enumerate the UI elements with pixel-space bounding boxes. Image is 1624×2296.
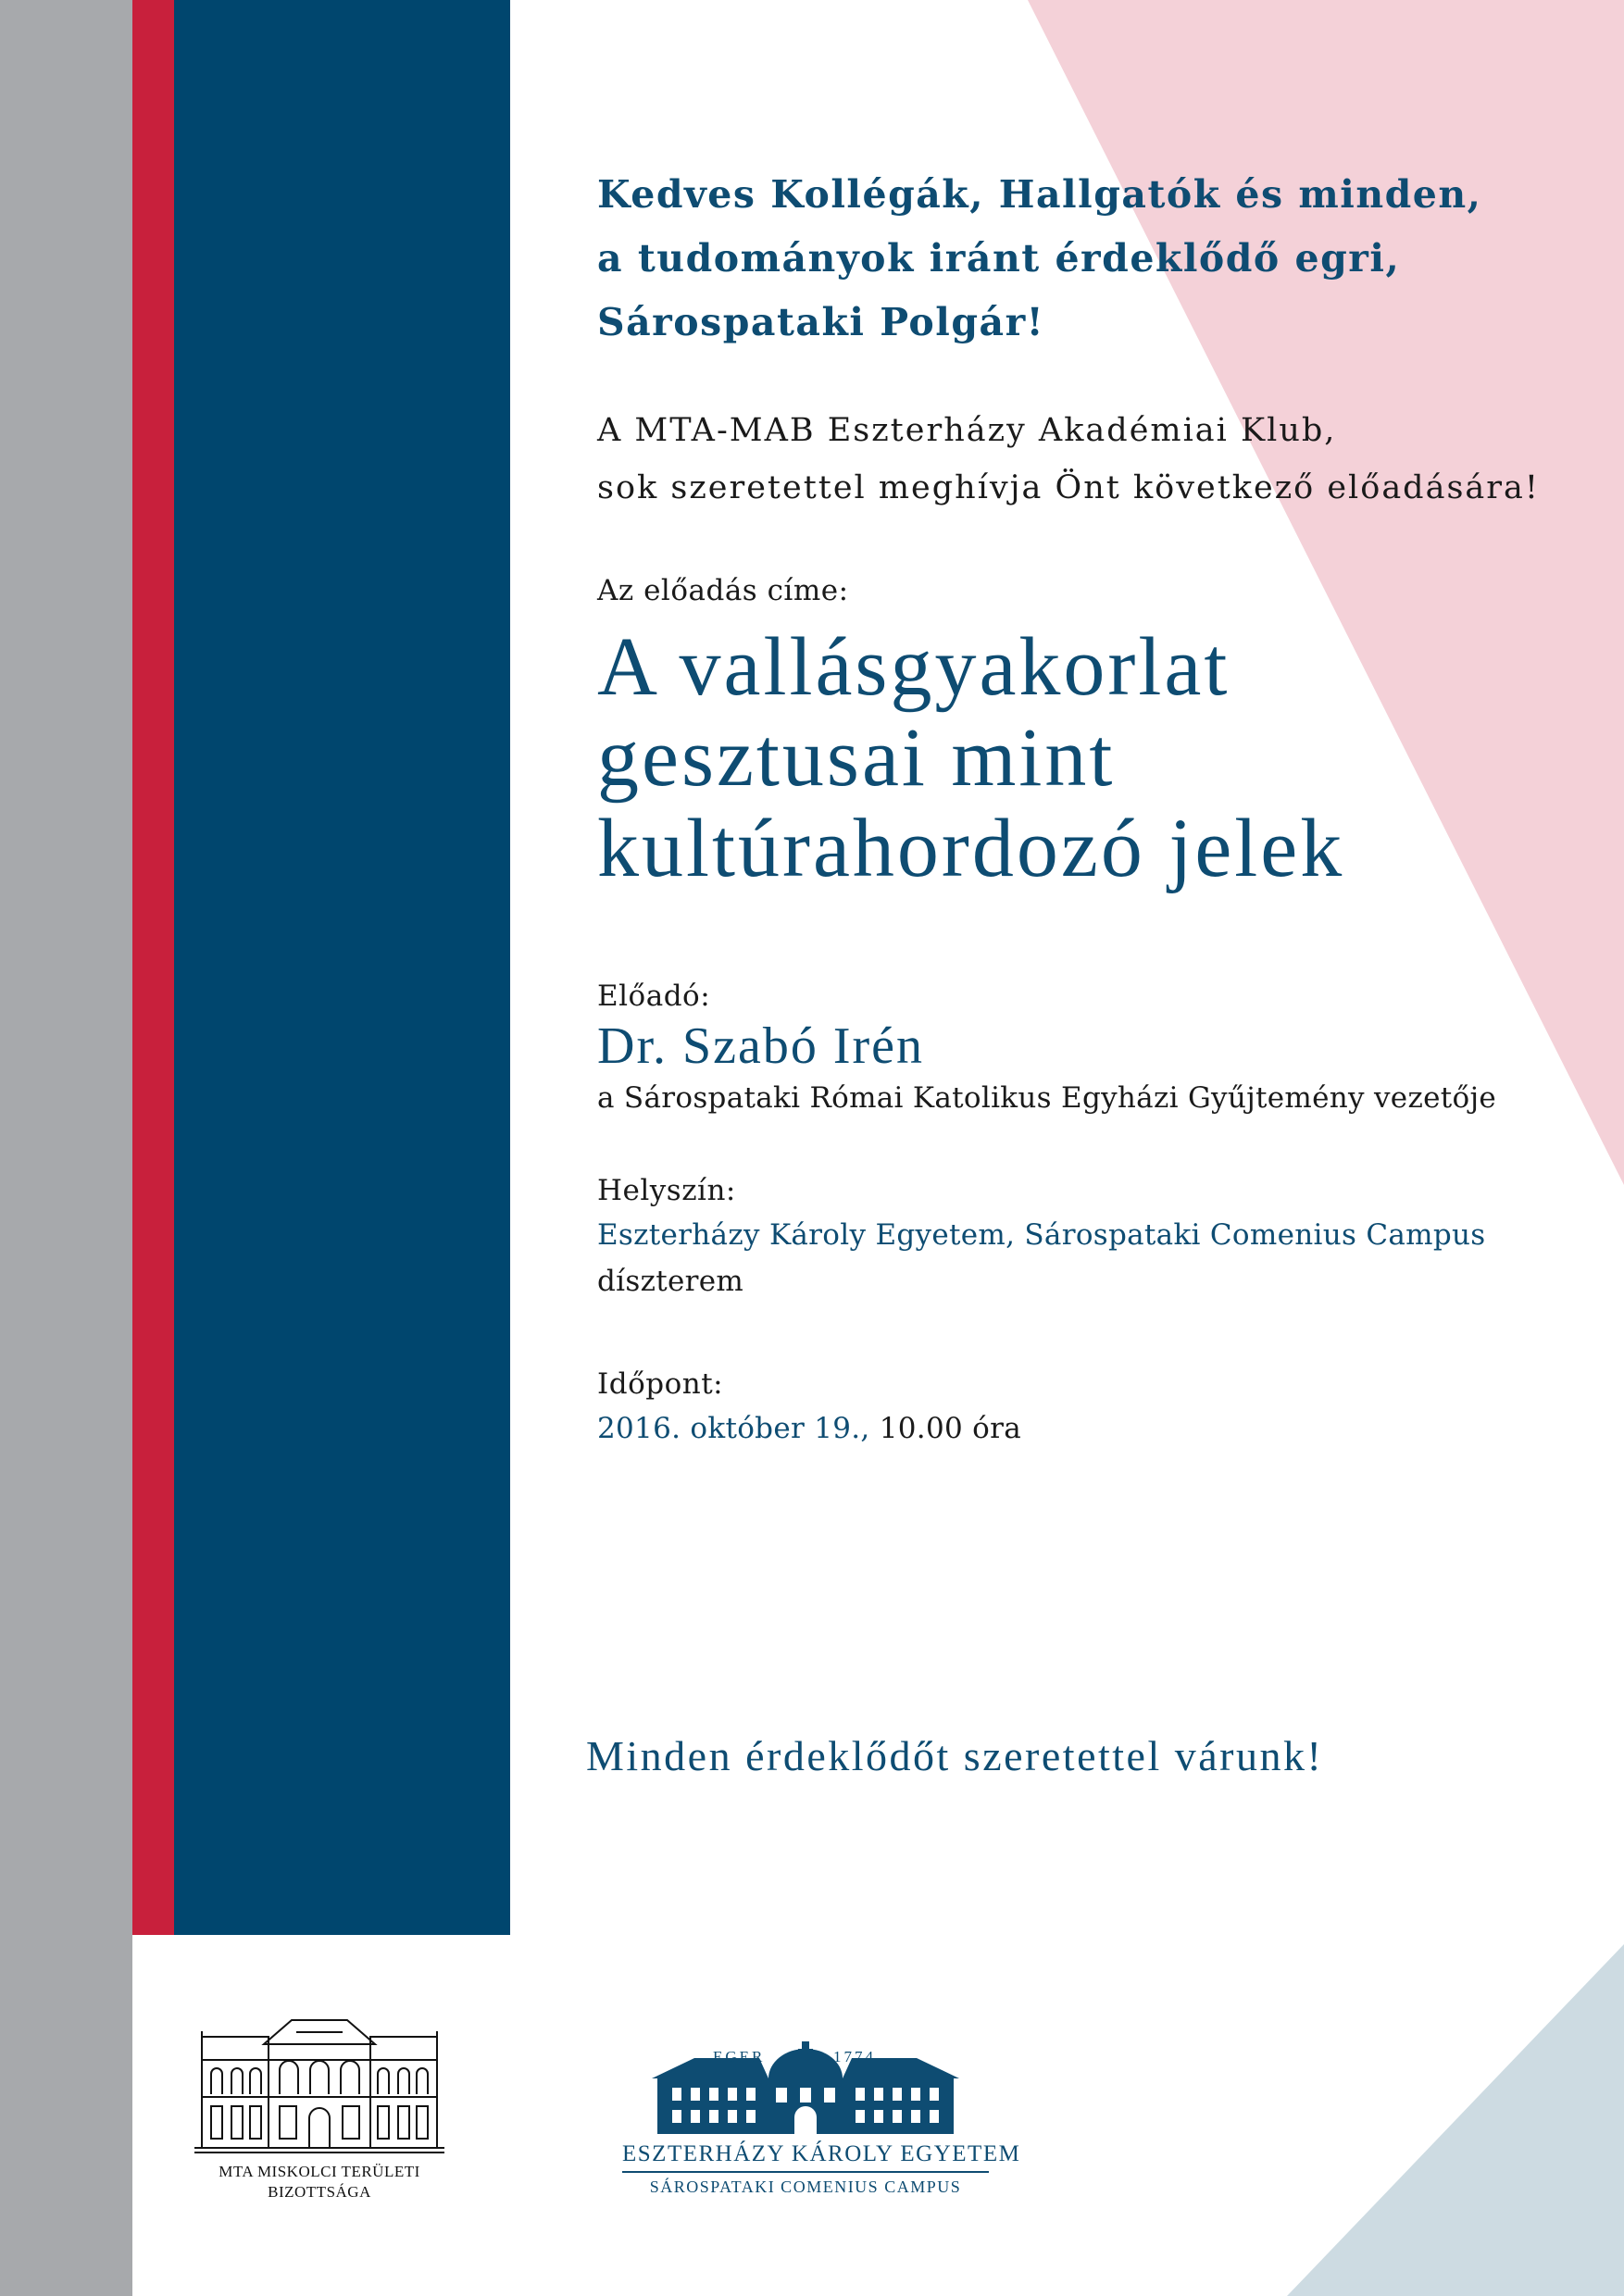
lecture-title-label: Az előadás címe: (597, 574, 849, 607)
lecture-title (597, 622, 1597, 894)
mta-caption-line: MTA MISKOLCI TERÜLETI (219, 2163, 420, 2180)
invitation-intro (597, 402, 1579, 517)
ekf-university-name: ESZTERHÁZY KÁROLY EGYETEM (622, 2141, 1021, 2166)
mta-caption-line: BIZOTTSÁGA (268, 2183, 371, 2201)
time-label: Időpont: (597, 1367, 724, 1401)
navy-side-band (174, 0, 510, 1935)
speaker-role: a Sárospataki Római Katolikus Egyházi Gyűjtemény vezetője (597, 1081, 1497, 1115)
greeting-line: Kedves Kollégák, Hallgatók és minden, (597, 172, 1482, 217)
ekf-divider (622, 2171, 989, 2173)
intro-line: A MTA-MAB Eszterházy Akadémiai Klub, (597, 412, 1337, 449)
red-side-band (132, 0, 174, 1935)
ekf-campus-name: SÁROSPATAKI COMENIUS CAMPUS (649, 2177, 962, 2196)
venue-room: díszterem (597, 1265, 744, 1298)
venue-name: Eszterházy Károly Egyetem, Sárospataki Comenius Campus (597, 1218, 1486, 1252)
speaker-label: Előadó: (597, 980, 711, 1013)
intro-line: sok szeretettel meghívja Önt következő előadására! (597, 469, 1540, 506)
mta-logo-caption (185, 2162, 454, 2202)
closing-message: Minden érdeklődőt szeretettel várunk! (586, 1732, 1324, 1779)
grey-side-band (0, 0, 132, 2296)
building-icon (194, 2009, 444, 2157)
ekf-year: 1774 (833, 2048, 876, 2065)
greeting (597, 163, 1579, 355)
greeting-line: a tudományok iránt érdeklődő egri, (597, 236, 1401, 281)
venue-label: Helyszín: (597, 1174, 736, 1207)
lecture-title-line: A vallásgyakorlat (597, 621, 1230, 713)
lecture-title-line: gesztusai mint (597, 712, 1116, 804)
university-building-icon (620, 2041, 991, 2134)
date-time (597, 1412, 1021, 1445)
event-hour: 10.00 óra (879, 1412, 1022, 1445)
greeting-line: Sárospataki Polgár! (597, 300, 1045, 344)
event-date: 2016. október 19., (597, 1412, 870, 1445)
ekf-city: EGER (713, 2048, 766, 2065)
blue-grey-triangle (1287, 1944, 1624, 2296)
lecture-title-line: kultúrahordozó jelek (597, 803, 1345, 894)
speaker-name: Dr. Szabó Irén (597, 1017, 925, 1075)
